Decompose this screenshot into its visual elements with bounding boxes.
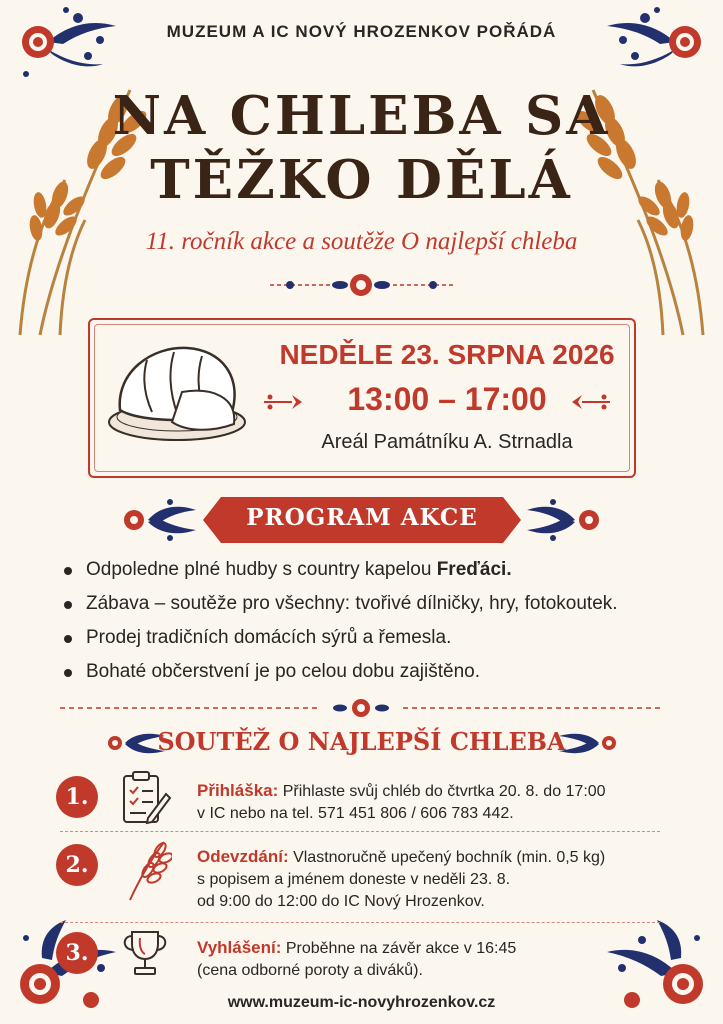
list-item: Bohaté občerstvení je po celou dobu zajištěno.: [58, 656, 618, 690]
folk-ornament-program-right: [523, 498, 603, 542]
step-number-1: 1.: [56, 776, 98, 818]
event-title: [0, 84, 723, 212]
bread-icon: [102, 332, 252, 447]
title-line-2: TĚŽKO DĚLÁ: [150, 149, 573, 211]
folk-divider-icon: [270, 270, 453, 300]
title-line-1: NA CHLEBA SA: [112, 85, 611, 147]
list-item: Prodej tradičních domácích sýrů a řemesla.: [58, 622, 618, 656]
step-2-text: Odevzdání: Vlastnoručně upečený bochník (min. 0,5 kg) s popisem a jménem doneste v neděli 23. 8. od 9:00 do 12:00 do IC Nový Hrozenkov.: [197, 847, 606, 910]
section-divider: [60, 696, 663, 720]
bullet-icon: [64, 601, 72, 609]
wheat-icon: [122, 838, 172, 904]
step-2-label: Odevzdání:: [197, 847, 289, 866]
step-number-2: 2.: [56, 844, 98, 886]
list-item: Zábava – soutěže pro všechny: tvořivé dílničky, hry, fotokoutek.: [58, 588, 618, 622]
event-date: NEDĚLE 23. SRPNA 2026: [279, 339, 615, 370]
event-venue: Areál Památníku A. Strnadla: [321, 431, 573, 453]
step-3-label: Vyhlášení:: [197, 938, 282, 957]
contest-heading: SOUTĚŽ O NAJLEPŠÍ CHLEBA: [157, 727, 566, 756]
step-1-text: Přihláška: Přihlaste svůj chléb do čtvrtka 20. 8. do 17:00 v IC nebo na tel. 571 451 806 / 606 783 442.: [197, 781, 606, 822]
bullet-icon: [64, 567, 72, 575]
step-3-text: Vyhlášení: Proběhne na závěr akce v 16:45 (cena odborné poroty a diváků).: [197, 938, 517, 979]
event-time: 13:00 – 17:00: [347, 381, 547, 417]
folk-ornament-contest-right: [557, 728, 619, 758]
bullet-icon: [64, 635, 72, 643]
bullet-icon: [64, 669, 72, 677]
step-1-label: Přihláška:: [197, 781, 279, 800]
step-separator: [60, 831, 660, 832]
flourish-right-icon: [570, 392, 612, 412]
program-list: [58, 554, 618, 690]
trophy-icon: [118, 928, 172, 978]
step-number-3: 3.: [56, 932, 98, 974]
folk-ornament-program-left: [120, 498, 200, 542]
event-subtitle: 11. ročník akce a soutěže O najlepší chleba: [145, 228, 578, 255]
website-url: www.muzeum-ic-novyhrozenkov.cz: [227, 994, 496, 1011]
step-separator: [60, 922, 660, 923]
clipboard-icon: [120, 770, 172, 826]
program-heading: PROGRAM AKCE: [246, 504, 478, 531]
organizer-line: MUZEUM A IC NOVÝ HROZENKOV POŘÁDÁ: [166, 22, 557, 41]
list-item: Odpoledne plné hudby s country kapelou Freďáci.: [58, 554, 618, 588]
